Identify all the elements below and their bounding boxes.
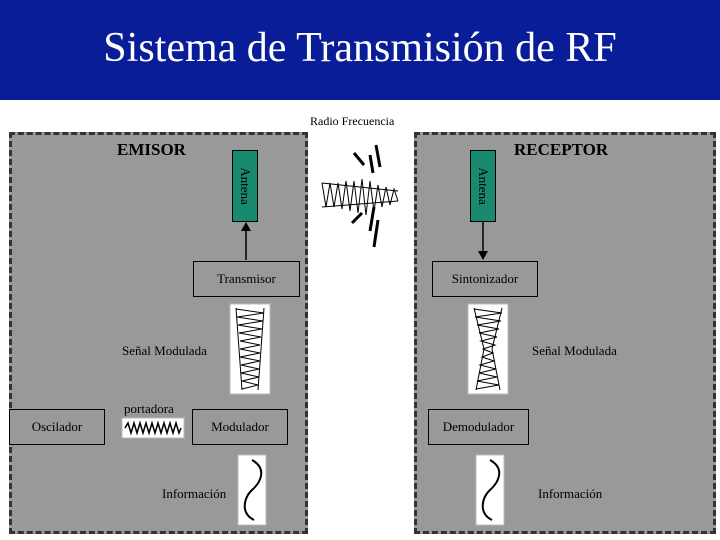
carrier-label: portadora xyxy=(124,401,174,416)
demodulator-box: Demodulador xyxy=(428,409,529,445)
emitter-heading: EMISOR xyxy=(117,140,186,159)
receiver-antenna xyxy=(470,150,496,222)
receiver-arrow xyxy=(477,222,489,262)
emitter-information-wave xyxy=(238,455,266,525)
emitter-antenna-label: Antena xyxy=(238,167,253,205)
emitter-modulated-signal-label: Señal Modulada xyxy=(122,343,207,358)
oscillator-box: Oscilador xyxy=(9,409,105,445)
receiver-heading: RECEPTOR xyxy=(514,140,609,159)
receiver-information-wave xyxy=(476,455,504,525)
radio-wave-graphic xyxy=(316,135,406,255)
receiver-panel xyxy=(414,132,716,534)
tuner-box: Sintonizador xyxy=(432,261,538,297)
carrier-wave xyxy=(122,418,184,438)
modulator-box: Modulador xyxy=(192,409,288,445)
radio-frequency-label: Radio Frecuencia xyxy=(310,114,395,128)
receiver-information-label: Información xyxy=(538,486,603,501)
transmitter-box: Transmisor xyxy=(193,261,300,297)
emitter-arrow xyxy=(240,222,252,262)
page-title: Sistema de Transmisión de RF xyxy=(103,25,617,71)
emitter-antenna xyxy=(232,150,258,222)
receiver-modulated-wave xyxy=(468,304,508,394)
receiver-antenna-label: Antena xyxy=(476,167,491,205)
receiver-modulated-signal-label: Señal Modulada xyxy=(532,343,617,358)
emitter-information-label: Información xyxy=(162,486,227,501)
emitter-modulated-wave xyxy=(230,304,270,394)
